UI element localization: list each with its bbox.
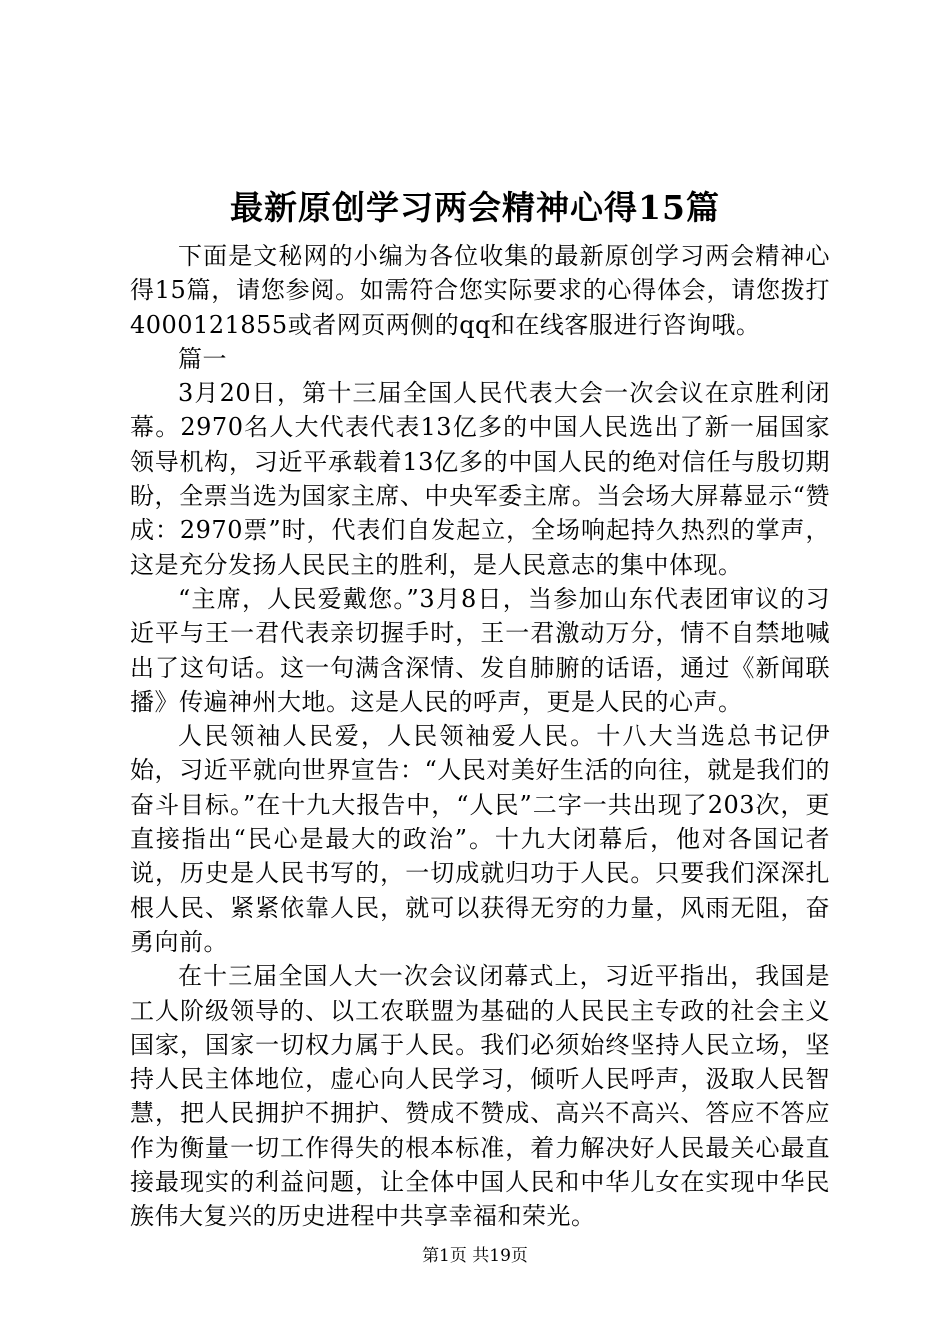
section-heading: 篇一 (178, 344, 227, 373)
document-body (130, 239, 830, 1234)
page-footer: 第1页 共19页 (422, 1246, 528, 1266)
intro-paragraph: 下面是文秘网的小编为各位收集的最新原创学习两会精神心得15篇，请您参阅。如需符合您实际要求的心得体会，请您拨打4000121855或者网页两侧的qq和在线客服进行咨询哦。 (130, 242, 830, 339)
body-paragraph: “主席，人民爱戴您。”3月8日，当参加山东代表团审议的习近平与王一君代表亲切握手时，王一君激动万分，情不自禁地喊出了这句话。这一句满含深情、发自肺腑的话语，通过《新闻联播》传遍神州大地。这是人民的呼声，更是人民的心声。 (130, 584, 830, 716)
body-paragraph: 3月20日，第十三届全国人民代表大会一次会议在京胜利闭幕。2970名人大代表代表13亿多的中国人民选出了新一届国家领导机构，习近平承载着13亿多的中国人民的绝对信任与殷切期盼，全票当选为国家主席、中央军委主席。当会场大屏幕显示“赞成：2970票”时，代表们自发起立，全场响起持久热烈的掌声，这是充分发扬人民民主的胜利，是人民意志的集中体现。 (130, 379, 830, 579)
document-title: 最新原创学习两会精神心得15篇 (230, 188, 720, 227)
body-paragraph: 人民领袖人民爱，人民领袖爱人民。十八大当选总书记伊始，习近平就向世界宣告：“人民对美好生活的向往，就是我们的奋斗目标。”在十九大报告中，“人民”二字一共出现了203次，更直接指出“民心是最大的政治”。十九大闭幕后，他对各国记者说，历史是人民书写的，一切成就归功于人民。只要我们深深扎根人民、紧紧依靠人民，就可以获得无穷的力量，风雨无阻，奋勇向前。 (130, 722, 830, 956)
body-paragraph: 在十三届全国人大一次会议闭幕式上，习近平指出，我国是工人阶级领导的、以工农联盟为基础的人民民主专政的社会主义国家，国家一切权力属于人民。我们必须始终坚持人民立场，坚持人民主体地位，虚心向人民学习，倾听人民呼声，汲取人民智慧，把人民拥护不拥护、赞成不赞成、高兴不高兴、答应不答应作为衡量一切工作得失的根本标准，着力解决好人民最关心最直接最现实的利益问题，让全体中国人民和中华儿女在实现中华民族伟大复兴的历史进程中共享幸福和荣光。 (130, 962, 830, 1231)
